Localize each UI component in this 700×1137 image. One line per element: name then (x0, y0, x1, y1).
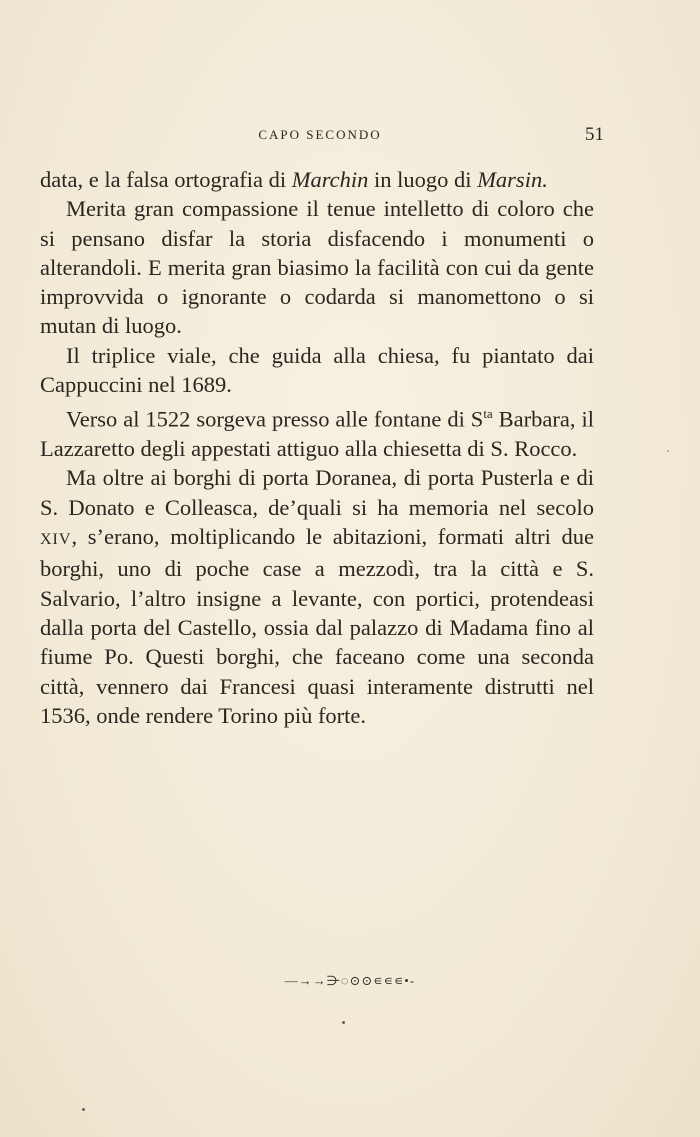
chapter-title: CAPO SECONDO (258, 127, 382, 142)
smallcaps-run: XIV (40, 531, 72, 549)
paragraph (40, 341, 594, 400)
running-head (40, 124, 604, 146)
paragraph (40, 463, 594, 730)
text-run: Barbara, il Lazzaretto degli appestati attiguo alla chiesetta di S. Rocco. (40, 406, 594, 462)
italic-run: Marsin. (477, 167, 548, 192)
superscript-run: ta (483, 406, 493, 422)
text-run: Merita gran compassione il tenue intelletto di coloro che si pensano disfar la storia disfacendo i monumenti o alterandoli. E merita gran biasimo la facilità con cui da gente improvvida o ignorante o codarda si manomettono o si mutan di luogo. (40, 196, 594, 339)
end-ornament: —→→⋺◌⊙⊙∊∊∊•- (284, 973, 416, 988)
text-run: Il triplice viale, che guida alla chiesa, fu piantato dai Cappuccini nel 1689. (40, 342, 594, 398)
paragraph (40, 165, 594, 194)
italic-run: Marchin (291, 167, 369, 192)
paper-speck (82, 1108, 85, 1111)
paper-speck (342, 1021, 345, 1024)
text-run: Ma oltre ai borghi di porta Doranea, di porta Pusterla e di S. Donato e Colleasca, de’quali si ha memoria nel secolo (40, 465, 594, 520)
text-run: in luogo di (368, 167, 478, 192)
paragraph (40, 399, 594, 463)
text-run: , s’erano, moltiplicando le abitazioni, formati altri due borghi, uno di poche case a mezzodì, tra la città e S. Salvario, l’altro insigne a levante, con portici, protendeasi dalla porta del Castello, ossia dal palazzo di Madama fino al fiume Po. Questi borghi, che faceano come una seconda città, vennero dai Francesi quasi interamente distrutti nel 1536, onde rendere Torino più forte. (40, 524, 594, 728)
text-run: data, e la falsa ortografia di (40, 167, 292, 192)
page-number: 51 (585, 124, 604, 145)
paragraph (40, 194, 594, 340)
text-run: Verso al 1522 sorgeva presso alle fontane di S (66, 406, 484, 432)
body-text (40, 165, 594, 730)
paper-speck (667, 450, 669, 452)
